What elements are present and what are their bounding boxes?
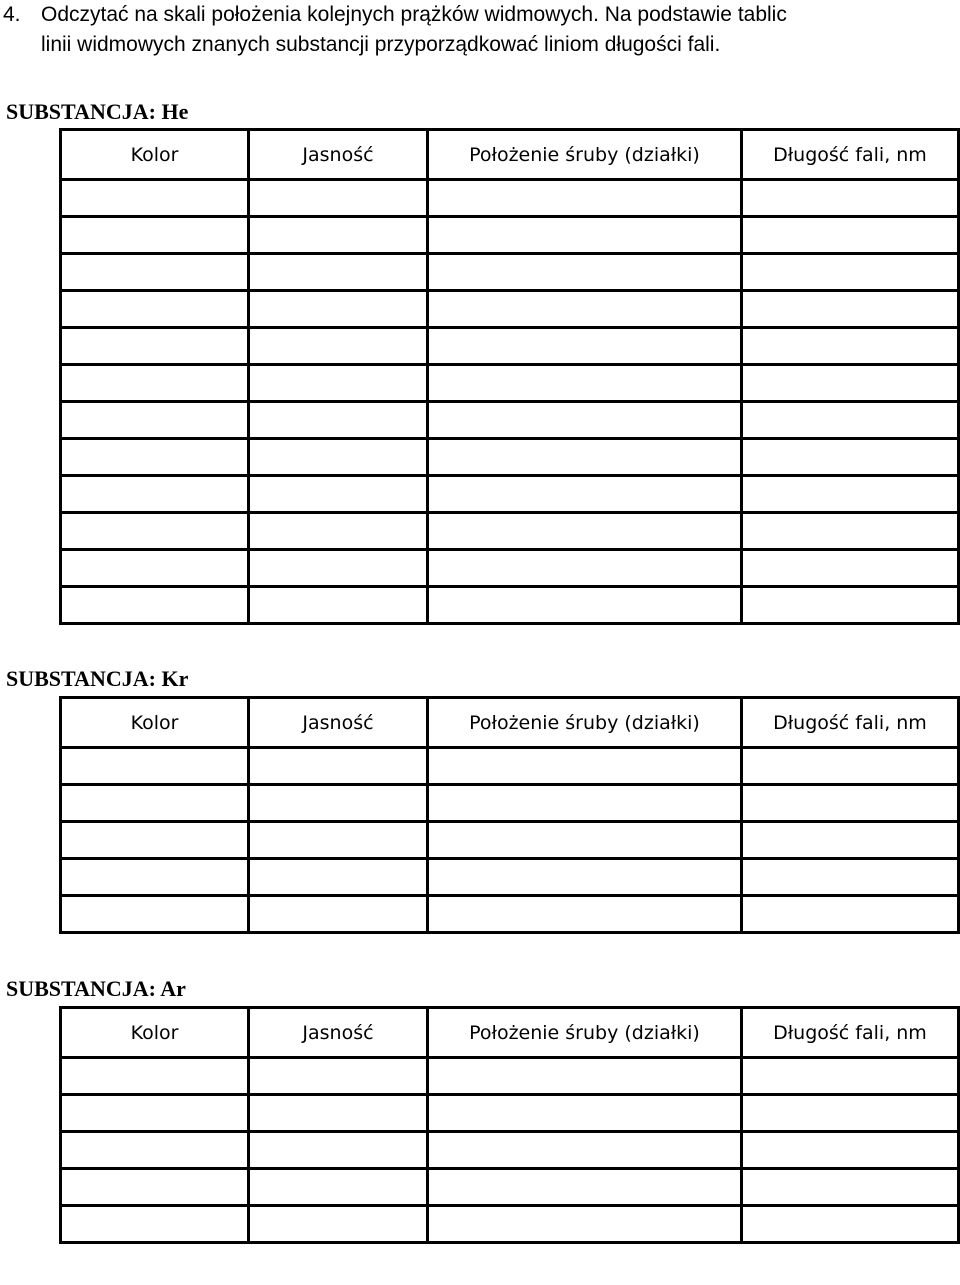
cell-wavelength[interactable] <box>742 291 959 328</box>
cell-screw-position[interactable] <box>428 822 742 859</box>
table-row <box>61 587 959 624</box>
cell-brightness[interactable] <box>249 365 428 402</box>
table-row <box>61 550 959 587</box>
cell-brightness[interactable] <box>249 822 428 859</box>
cell-color[interactable] <box>61 476 249 513</box>
cell-screw-position[interactable] <box>428 587 742 624</box>
cell-wavelength[interactable] <box>742 180 959 217</box>
table-row <box>61 1132 959 1169</box>
cell-wavelength[interactable] <box>742 217 959 254</box>
cell-color[interactable] <box>61 402 249 439</box>
table-row <box>61 1169 959 1206</box>
cell-color[interactable] <box>61 1132 249 1169</box>
cell-screw-position[interactable] <box>428 1058 742 1095</box>
cell-color[interactable] <box>61 859 249 896</box>
cell-brightness[interactable] <box>249 476 428 513</box>
column-header-color: Kolor <box>61 1008 249 1058</box>
cell-color[interactable] <box>61 587 249 624</box>
table-row <box>61 1058 959 1095</box>
table-row <box>61 439 959 476</box>
cell-screw-position[interactable] <box>428 896 742 933</box>
cell-brightness[interactable] <box>249 1095 428 1132</box>
cell-color[interactable] <box>61 785 249 822</box>
column-header-brightness: Jasność <box>249 1008 428 1058</box>
instruction-text-2: linii widmowych znanych substancji przyporządkować liniom długości fali. <box>41 33 721 56</box>
table-row <box>61 180 959 217</box>
column-header-brightness: Jasność <box>249 698 428 748</box>
column-header-wavelength: Długość fali, nm <box>742 130 959 180</box>
cell-brightness[interactable] <box>249 254 428 291</box>
table-kr <box>59 696 960 934</box>
table-row <box>61 328 959 365</box>
section-title-kr: SUBSTANCJA: Kr <box>6 666 189 691</box>
cell-color[interactable] <box>61 180 249 217</box>
cell-brightness[interactable] <box>249 217 428 254</box>
table-row <box>61 1206 959 1243</box>
cell-color[interactable] <box>61 513 249 550</box>
cell-wavelength[interactable] <box>742 1206 959 1243</box>
section-title-ar: SUBSTANCJA: Ar <box>6 976 186 1001</box>
cell-screw-position[interactable] <box>428 513 742 550</box>
instruction <box>0 0 960 60</box>
table-row <box>61 291 959 328</box>
table-row <box>61 785 959 822</box>
header-row <box>61 1008 959 1058</box>
cell-color[interactable] <box>61 1095 249 1132</box>
table-row <box>61 476 959 513</box>
instruction-line-1 <box>0 0 960 30</box>
cell-screw-position[interactable] <box>428 550 742 587</box>
cell-wavelength[interactable] <box>742 365 959 402</box>
cell-wavelength[interactable] <box>742 1169 959 1206</box>
table-row <box>61 822 959 859</box>
cell-wavelength[interactable] <box>742 513 959 550</box>
cell-color[interactable] <box>61 365 249 402</box>
cell-color[interactable] <box>61 896 249 933</box>
header-row <box>61 698 959 748</box>
cell-brightness[interactable] <box>249 513 428 550</box>
cell-screw-position[interactable] <box>428 859 742 896</box>
cell-wavelength[interactable] <box>742 822 959 859</box>
cell-color[interactable] <box>61 328 249 365</box>
section-title-he: SUBSTANCJA: He <box>6 99 189 124</box>
cell-brightness[interactable] <box>249 550 428 587</box>
cell-color[interactable] <box>61 550 249 587</box>
cell-brightness[interactable] <box>249 896 428 933</box>
instruction-text-1: Odczytać na skali położenia kolejnych prążków widmowych. Na podstawie tablic <box>41 3 787 26</box>
cell-color[interactable] <box>61 291 249 328</box>
header-row <box>61 130 959 180</box>
cell-color[interactable] <box>61 748 249 785</box>
column-header-color: Kolor <box>61 698 249 748</box>
cell-wavelength[interactable] <box>742 402 959 439</box>
table-row <box>61 896 959 933</box>
cell-screw-position[interactable] <box>428 476 742 513</box>
column-header-brightness: Jasność <box>249 130 428 180</box>
cell-wavelength[interactable] <box>742 1095 959 1132</box>
cell-brightness[interactable] <box>249 1132 428 1169</box>
instruction-number: 4. <box>3 3 21 26</box>
cell-brightness[interactable] <box>249 587 428 624</box>
table-ar <box>59 1006 960 1244</box>
cell-brightness[interactable] <box>249 1169 428 1206</box>
table-row <box>61 217 959 254</box>
table-he <box>59 128 960 625</box>
table-row <box>61 1095 959 1132</box>
column-header-screw-position: Położenie śruby (działki) <box>428 698 742 748</box>
column-header-screw-position: Położenie śruby (działki) <box>428 1008 742 1058</box>
cell-wavelength[interactable] <box>742 254 959 291</box>
table-row <box>61 402 959 439</box>
table-row <box>61 254 959 291</box>
cell-brightness[interactable] <box>249 859 428 896</box>
cell-brightness[interactable] <box>249 180 428 217</box>
cell-wavelength[interactable] <box>742 328 959 365</box>
cell-color[interactable] <box>61 254 249 291</box>
cell-screw-position[interactable] <box>428 291 742 328</box>
cell-screw-position[interactable] <box>428 1169 742 1206</box>
cell-wavelength[interactable] <box>742 785 959 822</box>
cell-color[interactable] <box>61 1058 249 1095</box>
column-header-wavelength: Długość fali, nm <box>742 698 959 748</box>
cell-brightness[interactable] <box>249 439 428 476</box>
cell-wavelength[interactable] <box>742 550 959 587</box>
cell-wavelength[interactable] <box>742 476 959 513</box>
cell-screw-position[interactable] <box>428 1132 742 1169</box>
cell-screw-position[interactable] <box>428 328 742 365</box>
table-row <box>61 513 959 550</box>
cell-wavelength[interactable] <box>742 896 959 933</box>
cell-screw-position[interactable] <box>428 365 742 402</box>
cell-color[interactable] <box>61 217 249 254</box>
cell-brightness[interactable] <box>249 748 428 785</box>
cell-screw-position[interactable] <box>428 785 742 822</box>
cell-wavelength[interactable] <box>742 1132 959 1169</box>
cell-brightness[interactable] <box>249 402 428 439</box>
cell-screw-position[interactable] <box>428 180 742 217</box>
table-row <box>61 859 959 896</box>
table-row <box>61 748 959 785</box>
cell-color[interactable] <box>61 822 249 859</box>
column-header-screw-position: Położenie śruby (działki) <box>428 130 742 180</box>
cell-screw-position[interactable] <box>428 1095 742 1132</box>
cell-screw-position[interactable] <box>428 439 742 476</box>
cell-brightness[interactable] <box>249 291 428 328</box>
column-header-wavelength: Długość fali, nm <box>742 1008 959 1058</box>
cell-screw-position[interactable] <box>428 402 742 439</box>
cell-wavelength[interactable] <box>742 748 959 785</box>
cell-color[interactable] <box>61 1169 249 1206</box>
cell-screw-position[interactable] <box>428 217 742 254</box>
cell-color[interactable] <box>61 1206 249 1243</box>
cell-wavelength[interactable] <box>742 859 959 896</box>
cell-wavelength[interactable] <box>742 1058 959 1095</box>
cell-brightness[interactable] <box>249 785 428 822</box>
cell-brightness[interactable] <box>249 1206 428 1243</box>
cell-screw-position[interactable] <box>428 1206 742 1243</box>
cell-brightness[interactable] <box>249 328 428 365</box>
cell-color[interactable] <box>61 439 249 476</box>
cell-screw-position[interactable] <box>428 748 742 785</box>
cell-screw-position[interactable] <box>428 254 742 291</box>
cell-wavelength[interactable] <box>742 439 959 476</box>
cell-brightness[interactable] <box>249 1058 428 1095</box>
table-row <box>61 365 959 402</box>
column-header-color: Kolor <box>61 130 249 180</box>
cell-wavelength[interactable] <box>742 587 959 624</box>
